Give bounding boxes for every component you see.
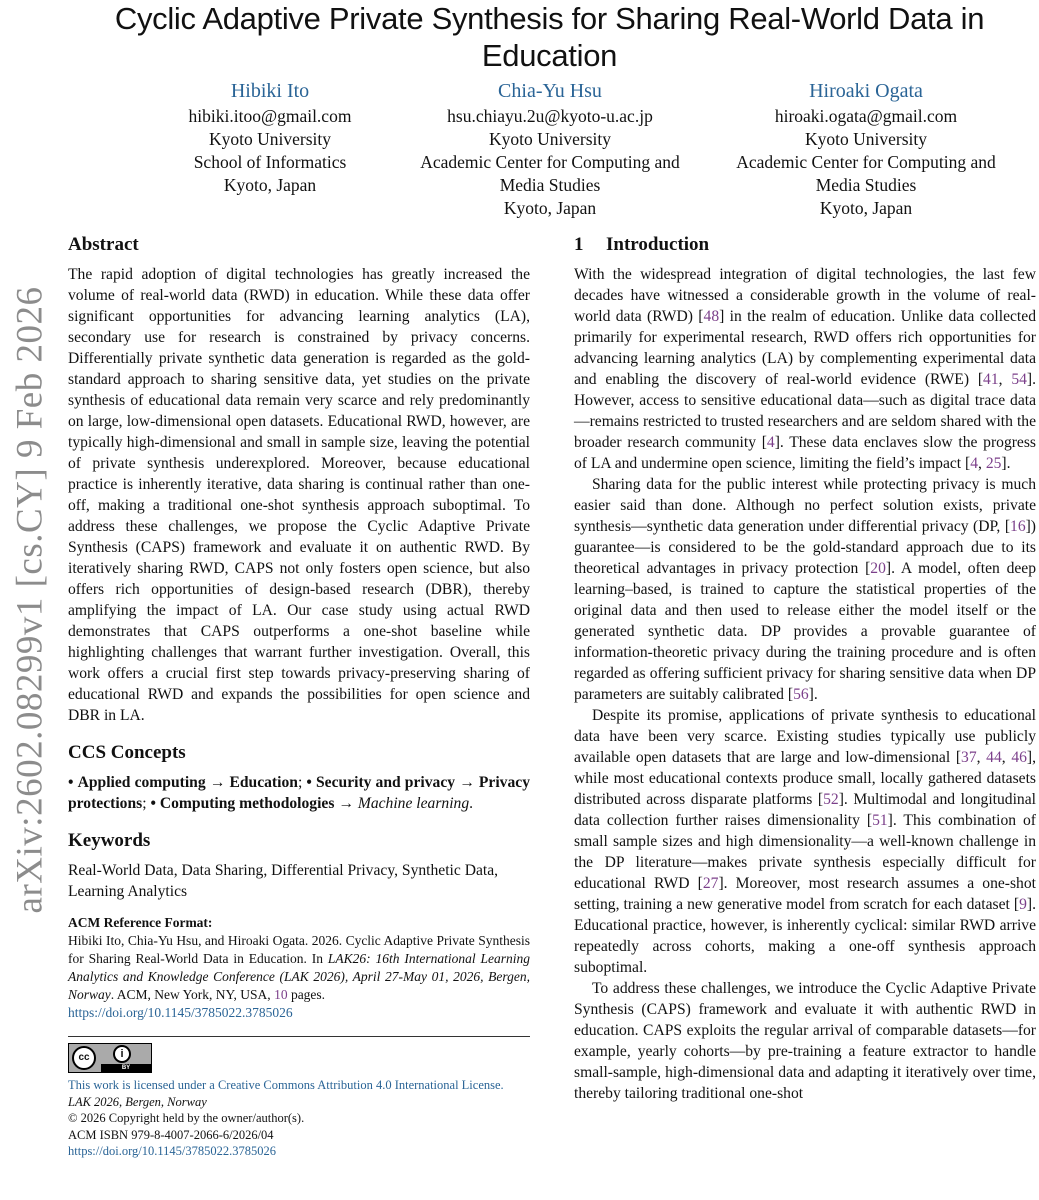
body-text: ]. Moreover, most research assumes a one-shot setting, training a new generative model from scratch for each dataset [ xyxy=(574,875,1036,913)
body-text: , xyxy=(976,749,987,766)
author-affiliation: Kyoto University xyxy=(488,129,611,149)
intro-paragraph xyxy=(574,705,1036,978)
arxiv-identifier-stamp xyxy=(0,240,60,960)
ccs-term: Privacy protections xyxy=(68,774,530,812)
left-column xyxy=(68,232,530,1160)
body-text: , xyxy=(998,371,1012,388)
body-text: ]. A model, often deep learning–based, is trained to capture the statistical properties of the original data and then used to release either the model itself or the generated synthetic data. DP provides a provable guarantee of information-theoretic privacy during the training procedure and is often regarded as offering sufficient privacy for sharing sensitive data when DP parameters are suitably calibrated [ xyxy=(574,560,1037,703)
body-text: , xyxy=(978,455,986,472)
author-email: hibiki.itoo@gmail.com xyxy=(188,106,352,126)
body-text: ]) guarantee—is considered to be the gold-standard approach due to its theoretical advantages in privacy protection [ xyxy=(574,518,1036,577)
citation-link[interactable]: 37 xyxy=(961,749,977,766)
license-venue: LAK 2026, Bergen, Norway xyxy=(68,1094,207,1109)
page-count-link[interactable]: 10 xyxy=(274,987,288,1002)
section-number: 1 xyxy=(574,234,584,255)
author-name[interactable]: Hiroaki Ogata xyxy=(809,80,923,102)
citation-link[interactable]: 54 xyxy=(1011,371,1027,388)
separator: . xyxy=(469,795,474,812)
citation-link[interactable]: 41 xyxy=(983,371,999,388)
body-text: With the widespread integration of digital technologies, the last few decades have witnessed a considerable growth in the volume of real-world data (RWD) [ xyxy=(574,266,1036,325)
body-text: Sharing data for the public interest while protecting privacy is much easier said than done. Although no perfect solution exists, private synthesis—synthetic data generation under differential privacy (DP, [ xyxy=(574,476,1036,535)
license-doi-link[interactable]: https://doi.org/10.1145/3785022.3785026 xyxy=(68,1144,276,1158)
paper-title: Cyclic Adaptive Private Synthesis for Sharing Real-World Data in Education xyxy=(114,1,985,73)
intro-paragraph xyxy=(574,264,1036,474)
license-block xyxy=(68,1077,530,1160)
author-email: hiroaki.ogata@gmail.com xyxy=(774,106,958,126)
by-label: BY xyxy=(101,1064,151,1072)
author-card xyxy=(716,78,1016,220)
body-text: ] in the realm of education. Unlike data collected primarily for experimental research, RWD offers rich opportunities for advancing learning analytics (LA) by complementing experimental data and enabling the discovery of real-world evidence (RWE) [ xyxy=(574,308,1036,388)
author-location: Kyoto, Japan xyxy=(503,198,597,218)
author-affiliation: Media Studies xyxy=(815,175,917,195)
ccs-concepts xyxy=(68,772,530,814)
license-link[interactable]: This work is licensed under a Creative Commons Attribution 4.0 International License. xyxy=(68,1078,504,1092)
separator: ; xyxy=(297,774,303,791)
author-name[interactable]: Hibiki Ito xyxy=(230,80,310,102)
author-location: Kyoto, Japan xyxy=(819,198,913,218)
keywords-text: Real-World Data, Data Sharing, Differential Privacy, Synthetic Data, Learning Analytics xyxy=(68,862,499,900)
isbn: ACM ISBN 979-8-4007-2066-6/2026/04 xyxy=(68,1127,274,1142)
ccs-category: Security and privacy xyxy=(316,774,456,791)
citation-link[interactable]: 4 xyxy=(766,434,775,451)
abstract-heading: Abstract xyxy=(68,234,139,255)
citation-link[interactable]: 56 xyxy=(793,686,809,703)
reference-authors: Hibiki Ito, Chia-Yu Hsu, and Hiroaki Ogata. 2026. Cyclic Adaptive Private Synthesis for Sharing Real-World Data in Education. In xyxy=(68,933,530,966)
author-affiliation: Kyoto University xyxy=(208,129,331,149)
copyright-notice: © 2026 Copyright held by the owner/author(s). xyxy=(68,1111,305,1125)
author-affiliation: Media Studies xyxy=(499,175,601,195)
bullet: • xyxy=(68,774,74,791)
author-affiliation: Academic Center for Computing and xyxy=(736,152,996,172)
ccs-term: Machine learning xyxy=(357,795,470,812)
author-affiliation: School of Informatics xyxy=(193,152,347,172)
citation-link[interactable]: 27 xyxy=(702,875,719,892)
citation-link[interactable]: 9 xyxy=(1019,896,1027,913)
cc-by-license-badge[interactable] xyxy=(68,1043,152,1073)
citation-link[interactable]: 16 xyxy=(1010,518,1026,535)
arrow-icon: → xyxy=(459,774,475,791)
author-affiliation: Kyoto University xyxy=(804,129,927,149)
introduction-heading xyxy=(574,232,1036,258)
bullet: • xyxy=(150,795,156,812)
body-text: ]. However, access to sensitive educational data—such as digital trace data—remains restricted to trusted researchers and are seldom shared with the broader research community [ xyxy=(574,371,1036,451)
citation-link[interactable]: 44 xyxy=(986,749,1002,766)
separator: ; xyxy=(142,795,147,812)
reference-suffix: pages. xyxy=(287,987,326,1002)
citation-link[interactable]: 52 xyxy=(823,791,839,808)
citation-link[interactable]: 48 xyxy=(703,308,720,325)
right-column xyxy=(574,232,1036,1104)
attribution-person-icon: i xyxy=(113,1045,131,1063)
footnote-divider xyxy=(68,1036,530,1037)
author-affiliation: Academic Center for Computing and xyxy=(420,152,680,172)
body-text: Despite its promise, applications of private synthesis to educational data have been very scarce. Existing studies typically use publicly available open datasets that are large and low-dimensional [ xyxy=(574,707,1036,766)
ccs-term: Education xyxy=(229,774,298,791)
author-location: Kyoto, Japan xyxy=(223,175,317,195)
citation-link[interactable]: 4 xyxy=(970,455,979,472)
ccs-category: Applied computing xyxy=(77,774,206,791)
author-card xyxy=(400,78,700,220)
body-text: ]. xyxy=(808,686,818,703)
arrow-icon: → xyxy=(338,795,354,812)
body-text: , xyxy=(1001,749,1012,766)
keywords-heading: Keywords xyxy=(68,830,151,851)
citation-link[interactable]: 25 xyxy=(985,455,1002,472)
author-email: hsu.chiayu.2u@kyoto-u.ac.jp xyxy=(447,106,653,126)
abstract-text: The rapid adoption of digital technologies has greatly increased the volume of real-world data (RWD) in education. While these data offer significant opportunities for advancing learning analytics (LA), secondary use for research is constrained by privacy concerns. Differentially private synthetic data generation is regarded as the gold-standard approach to sharing sensitive data, yet studies on the private synthesis of educational data remain very scarce and rely predominantly on large, low-dimensional open datasets. Educational RWD, however, are typically high-dimensional and small in sample size, leaving the potential of private synthesis underexplored. Moreover, because educational practice is inherently iterative, data sharing is continual rather than one-off, making a traditional one-shot synthesis approach suboptimal. To address these challenges, we propose the Cyclic Adaptive Private Synthesis (CAPS) framework and evaluate it on authentic RWD. By iteratively sharing RWD, CAPS not only fosters open science, but also offers rich opportunities of design-based research (DBR), thereby amplifying the impact of LA. Our case study using actual RWD demonstrates that CAPS outperforms a one-shot baseline while highlighting challenges that warrant further investigation. Overall, this work offers a crucial first step towards privacy-preserving sharing of educational RWD and expands the possibilities for open science and DBR in LA. xyxy=(68,266,530,724)
intro-paragraph xyxy=(574,978,1036,1104)
body-text: To address these challenges, we introduce the Cyclic Adaptive Private Synthesis (CAPS) framework and evaluate it with authentic RWD in education. CAPS exploits the regular arrival of comparable datasets—for example, yearly cohorts—by pre-training a feature extractor to handle small-sample, high-dimensional data and adapting it iteratively over time, thereby tailoring traditional one-shot xyxy=(574,980,1036,1102)
author-name[interactable]: Chia-Yu Hsu xyxy=(498,80,602,102)
arrow-icon: → xyxy=(209,774,226,791)
author-card xyxy=(145,78,395,197)
arxiv-id-text: arXiv:2602.08299v1 [cs.CY] 9 Feb 2026 xyxy=(9,286,51,914)
ccs-category: Computing methodologies xyxy=(159,795,335,812)
body-text: ]. These data enclaves slow the progress of LA and undermine open science, limiting the field’s impact [ xyxy=(574,434,1036,472)
citation-link[interactable]: 20 xyxy=(870,560,886,577)
body-text: ]. Multimodal and longitudinal data collection further raises dimensionality [ xyxy=(574,791,1036,829)
acm-reference-format xyxy=(68,914,530,1022)
creative-commons-icon: cc xyxy=(72,1046,96,1070)
acm-reference-heading: ACM Reference Format: xyxy=(68,915,213,930)
bullet: • xyxy=(306,774,312,791)
ccs-heading: CCS Concepts xyxy=(68,742,186,763)
body-text: ]. xyxy=(1001,455,1011,472)
body-text: ]. Educational practice, however, is inherently cyclical: similar RWD arrive repeatedly across cohorts, making a one-off synthesis approach suboptimal. xyxy=(574,896,1036,976)
doi-link[interactable]: https://doi.org/10.1145/3785022.3785026 xyxy=(68,1005,293,1020)
citation-link[interactable]: 51 xyxy=(872,812,888,829)
reference-venue: LAK26: 16th International Learning Analytics and Knowledge Conference (LAK 2026), April 27-May 01, 2026, Bergen, Norway xyxy=(68,951,530,1002)
body-text: ]. This combination of small sample sizes and high dimensionality—a well-known challenge in the DP literature—makes private synthesis especially difficult for educational RWD [ xyxy=(574,812,1037,892)
section-title: Introduction xyxy=(606,234,710,255)
body-text: ], while most educational contexts produce small, locally gathered datasets distributed across disparate platforms [ xyxy=(574,749,1037,808)
intro-paragraph xyxy=(574,474,1036,705)
citation-link[interactable]: 46 xyxy=(1011,749,1027,766)
reference-publisher: . ACM, New York, NY, USA, xyxy=(110,987,275,1002)
